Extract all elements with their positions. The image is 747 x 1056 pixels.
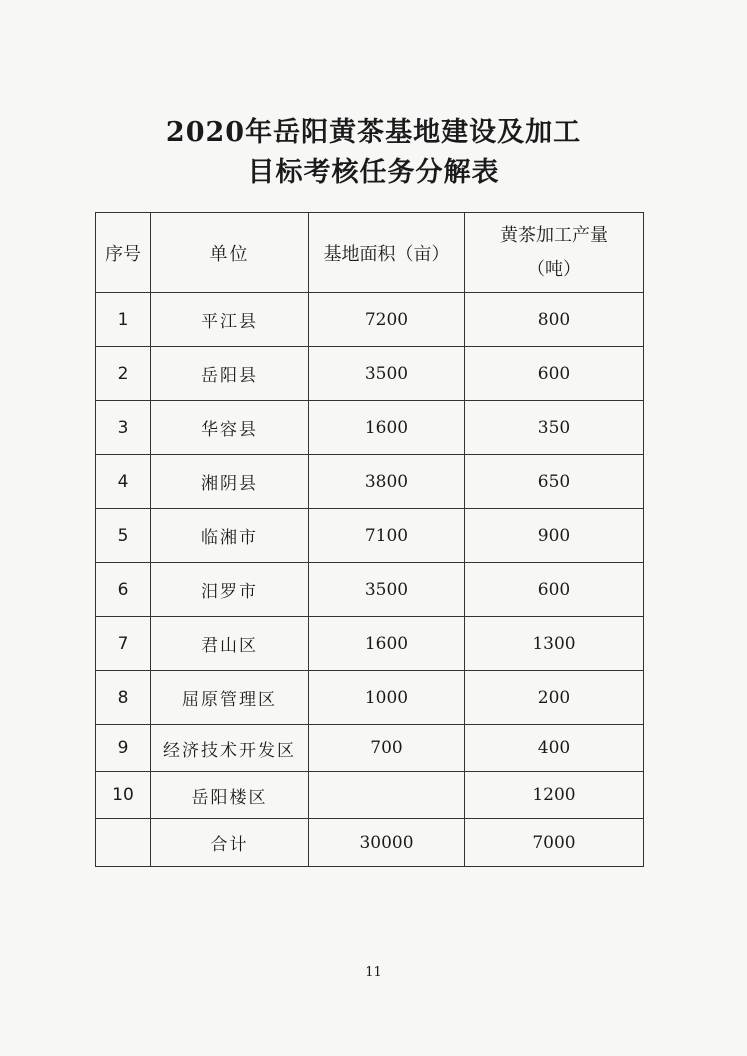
header-index: 序号 <box>96 213 151 293</box>
table-row <box>96 509 644 563</box>
cell-area: 1600 <box>309 617 465 671</box>
table-row <box>96 772 644 819</box>
table-row <box>96 617 644 671</box>
cell-area: 7200 <box>309 293 465 347</box>
cell-index: 8 <box>96 671 151 725</box>
task-breakdown-table <box>95 212 644 867</box>
header-output <box>465 213 644 293</box>
cell-area: 3500 <box>309 563 465 617</box>
cell-index: 7 <box>96 617 151 671</box>
table-header-row <box>96 213 644 293</box>
cell-index: 4 <box>96 455 151 509</box>
cell-unit: 屈原管理区 <box>151 671 309 725</box>
cell-output: 800 <box>465 293 644 347</box>
cell-area: 1600 <box>309 401 465 455</box>
table-row <box>96 293 644 347</box>
cell-unit: 汨罗市 <box>151 563 309 617</box>
document-title-line-2: 目标考核任务分解表 <box>247 157 500 188</box>
cell-output: 1200 <box>465 772 644 819</box>
cell-index: 6 <box>96 563 151 617</box>
cell-output: 400 <box>465 725 644 772</box>
table-row <box>96 347 644 401</box>
header-area: 基地面积（亩） <box>309 213 465 293</box>
cell-unit: 华容县 <box>151 401 309 455</box>
cell-output: 600 <box>465 563 644 617</box>
total-index <box>96 819 151 867</box>
table-row <box>96 401 644 455</box>
cell-area: 1000 <box>309 671 465 725</box>
cell-output: 600 <box>465 347 644 401</box>
header-unit: 单位 <box>151 213 309 293</box>
cell-unit: 平江县 <box>151 293 309 347</box>
cell-area: 7100 <box>309 509 465 563</box>
cell-area: 3800 <box>309 455 465 509</box>
total-label: 合计 <box>151 819 309 867</box>
table-row <box>96 671 644 725</box>
cell-index: 5 <box>96 509 151 563</box>
page-number: 11 <box>365 965 382 980</box>
header-output-line-2: （吨） <box>527 258 581 280</box>
cell-unit: 湘阴县 <box>151 455 309 509</box>
cell-output: 1300 <box>465 617 644 671</box>
cell-index: 1 <box>96 293 151 347</box>
cell-index: 9 <box>96 725 151 772</box>
total-output: 7000 <box>465 819 644 867</box>
table-row <box>96 455 644 509</box>
cell-unit: 君山区 <box>151 617 309 671</box>
cell-output: 350 <box>465 401 644 455</box>
cell-output: 650 <box>465 455 644 509</box>
cell-index: 2 <box>96 347 151 401</box>
cell-output: 200 <box>465 671 644 725</box>
table-row <box>96 725 644 772</box>
table-row <box>96 563 644 617</box>
cell-index: 3 <box>96 401 151 455</box>
cell-unit: 岳阳楼区 <box>151 772 309 819</box>
cell-unit: 岳阳县 <box>151 347 309 401</box>
header-output-line-1: 黄茶加工产量 <box>500 224 608 246</box>
document-title-line-1: 2020年岳阳黄茶基地建设及加工 <box>165 117 582 148</box>
cell-index: 10 <box>96 772 151 819</box>
cell-area <box>309 772 465 819</box>
table-total-row <box>96 819 644 867</box>
cell-area: 700 <box>309 725 465 772</box>
cell-output: 900 <box>465 509 644 563</box>
cell-area: 3500 <box>309 347 465 401</box>
cell-unit: 经济技术开发区 <box>151 725 309 772</box>
cell-unit: 临湘市 <box>151 509 309 563</box>
total-area: 30000 <box>309 819 465 867</box>
